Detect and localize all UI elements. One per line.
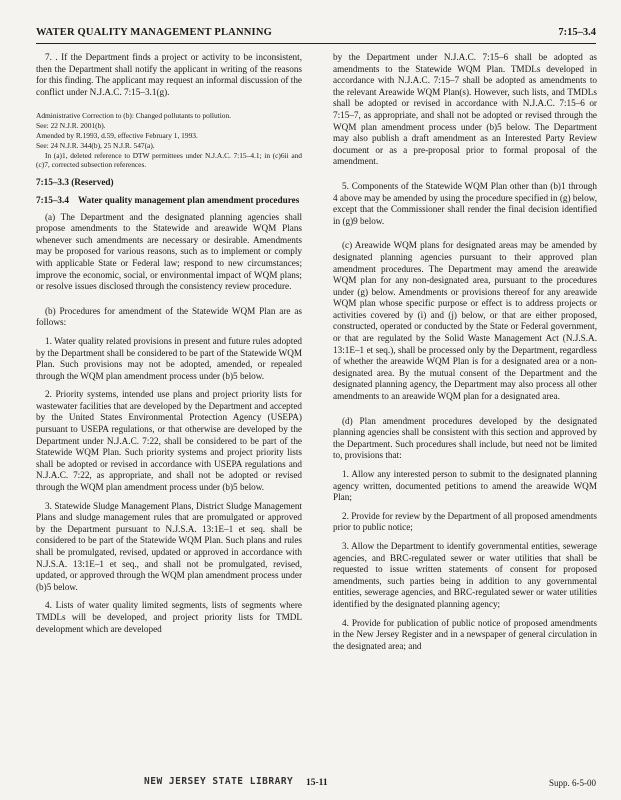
paragraph-d4: 4. Provide for publication of public notice of proposed amendments in the New Jersey Register and in a newspaper of general circulation in the designated area; and <box>333 617 597 651</box>
paragraph-b4-continued: by the Department under N.J.A.C. 7:15–6 shall be adopted as amendments to the Statewide WQM Plan. TMDLs developed in accordance with N.J.A.C. 7:15–7 shall be adopted as amendments to the relevant Areawide WQM Plan(s). However, such lists, and TMDLs shall be adopted or revised in accordance with N.J.A.C. 7:15–6 or 7:15–7, as appropriate, and shall not be adopted or revised through the WQM plan amendment process under (b)5 below. The Department may also publish a draft amendment as an Interested Party Review document or as a pre-proposal prior to formal proposal of the amendment. <box>333 52 597 167</box>
paragraph-d2: 2. Provide for review by the Department of all proposed amendments prior to public notice; <box>333 510 597 533</box>
subsection-c: (c) Areawide WQM plans for designated areas may be amended by designated planning agencies pursuant to their approved plan amendment procedures. The Department may amend the areawide WQM plan for any non-designated area, pursuant to the procedures under (g) below. Amendments or provisions thereof for any areawide WQM plan whose specific purpose or effect is to address projects or activities covered by (i) and (j) below, or that are either proposed, constructed, operated or conducted by the State or Federal government, or that are regulated by the Solid Waste Management Act (N.J.S.A. 13:1E–1 et seq.), shall be processed only by the Department, regardless of whether the areawide WQM Plan is for a designated area or a non-designated area. By the mutual consent of the Department and the designated planning agency, the Department may also process all other amendments to an areawide WQM plan for a designated area. <box>333 240 597 402</box>
subsection-d: (d) Plan amendment procedures developed by the designated planning agencies shall be consistent with this section and approved by the Department. Such procedures shall include, but need not be limited to, provisions that: <box>333 415 597 461</box>
left-column <box>36 52 302 642</box>
section-title: Water quality management plan amendment procedures <box>78 194 300 205</box>
page-number: 15-11 <box>306 778 328 788</box>
library-stamp: NEW JERSEY STATE LIBRARY <box>144 776 294 787</box>
header-title: WATER QUALITY MANAGEMENT PLANNING <box>36 27 272 38</box>
paragraph-b5: 5. Components of the Statewide WQM Plan other than (b)1 through 4 above may be amended by using the procedure specified in (g) below, except that the Commissioner shall render the final decision identified in (g)9 below. <box>333 180 597 226</box>
paragraph-7: 7. . If the Department finds a project or activity to be inconsistent, then the Department shall notify the applicant in writing of the reasons for this finding. The applicant may request an informal discussion of the conflict under N.J.A.C. 7:15–3.1(g). <box>36 52 302 97</box>
subsection-a: (a) The Department and the designated planning agencies shall propose amendments to the Statewide and areawide WQM Plans whenever such amendments are necessary or desirable. Amendments may be proposed for various reasons, such as to implement or comply with applicable State or Federal law; respond to new circumstances; improve the economic, social, or environmental impact of WQM plans; or resolve issues disclosed through the consistency review procedure. <box>36 211 302 292</box>
paragraph-b1: 1. Water quality related provisions in present and future rules adopted by the Department shall be considered to be part of the Statewide WQM Plan. Such provisions may not be adopted, amended, or repealed through the WQM plan amendment process under (b)5 below. <box>36 335 302 381</box>
running-header <box>36 27 596 44</box>
paragraph-d1: 1. Allow any interested person to submit to the designated planning agency written, documented petitions to amend the areawide WQM Plan; <box>333 469 597 503</box>
history-note: In (a)1, deleted reference to DTW permittees under N.J.A.C. 7:15–4.1; in (c)6ii and (c)7, corrected subsection references. <box>36 151 302 170</box>
section-number: 7:15–3.4 <box>36 194 69 205</box>
paragraph-b2: 2. Priority systems, intended use plans and project priority lists for wastewater facilities that are developed by the Department and accepted by the United States Environmental Protection Agency (USEPA) pursuant to USEPA regulations, or that otherwise are developed by the Department under N.J.A.C. 7:22, shall be considered to be part of the Statewide WQM Plan. Such priority systems and project priority lists shall be adopted or revised in accordance with USEPA regulations and N.J.A.C. 7:22, as appropriate, and shall not be adopted or revised through the WQM plan amendment process under (b)5 below. <box>36 389 302 493</box>
paragraph-b4: 4. Lists of water quality limited segments, lists of segments where TMDLs will be developed, and project priority lists for TMDL development which are developed <box>36 600 302 634</box>
header-section-number: 7:15–3.4 <box>558 27 596 38</box>
supplement-date: Supp. 6-5-00 <box>549 778 596 788</box>
subsection-b: (b) Procedures for amendment of the Statewide WQM Plan are as follows: <box>36 305 302 328</box>
paragraph-d3: 3. Allow the Department to identify governmental entities, sewerage agencies, and BRC-regulated sewer or water utilities that shall be requested to issue written statements of consent for proposed amendments, such parties being in addition to any governmental entities, sewerage agencies, and BRC-regulated sewer or water utilities identified by the designated planning agency; <box>333 540 597 609</box>
history-note: Amended by R.1993, d.59, effective February 1, 1993. <box>36 131 198 141</box>
right-column <box>333 52 597 659</box>
history-note: Administrative Correction to (b): Changed pollutants to pollution. <box>36 111 232 121</box>
history-note: See: 24 N.J.R. 344(b), 25 N.J.R. 547(a). <box>36 141 155 151</box>
history-note: See: 22 N.J.R. 2001(b). <box>36 121 106 131</box>
section-heading-reserved: 7:15–3.3 (Reserved) <box>36 177 114 188</box>
page-footer <box>36 776 596 792</box>
paragraph-b3: 3. Statewide Sludge Management Plans, District Sludge Management Plans and sludge management rules that are promulgated or approved by the Department pursuant to N.J.S.A. 13:1E–1 et seq. shall be considered to be part of the Statewide WQM Plan. Such plans and rules shall be promulgated, revised, updated or approved in accordance with N.J.S.A. 13:1E–1 et seq., and shall not be promulgated, revised, updated, or approved through the WQM plan amendment process under (b)5 below. <box>36 500 302 592</box>
section-heading-3-4 <box>36 195 302 207</box>
